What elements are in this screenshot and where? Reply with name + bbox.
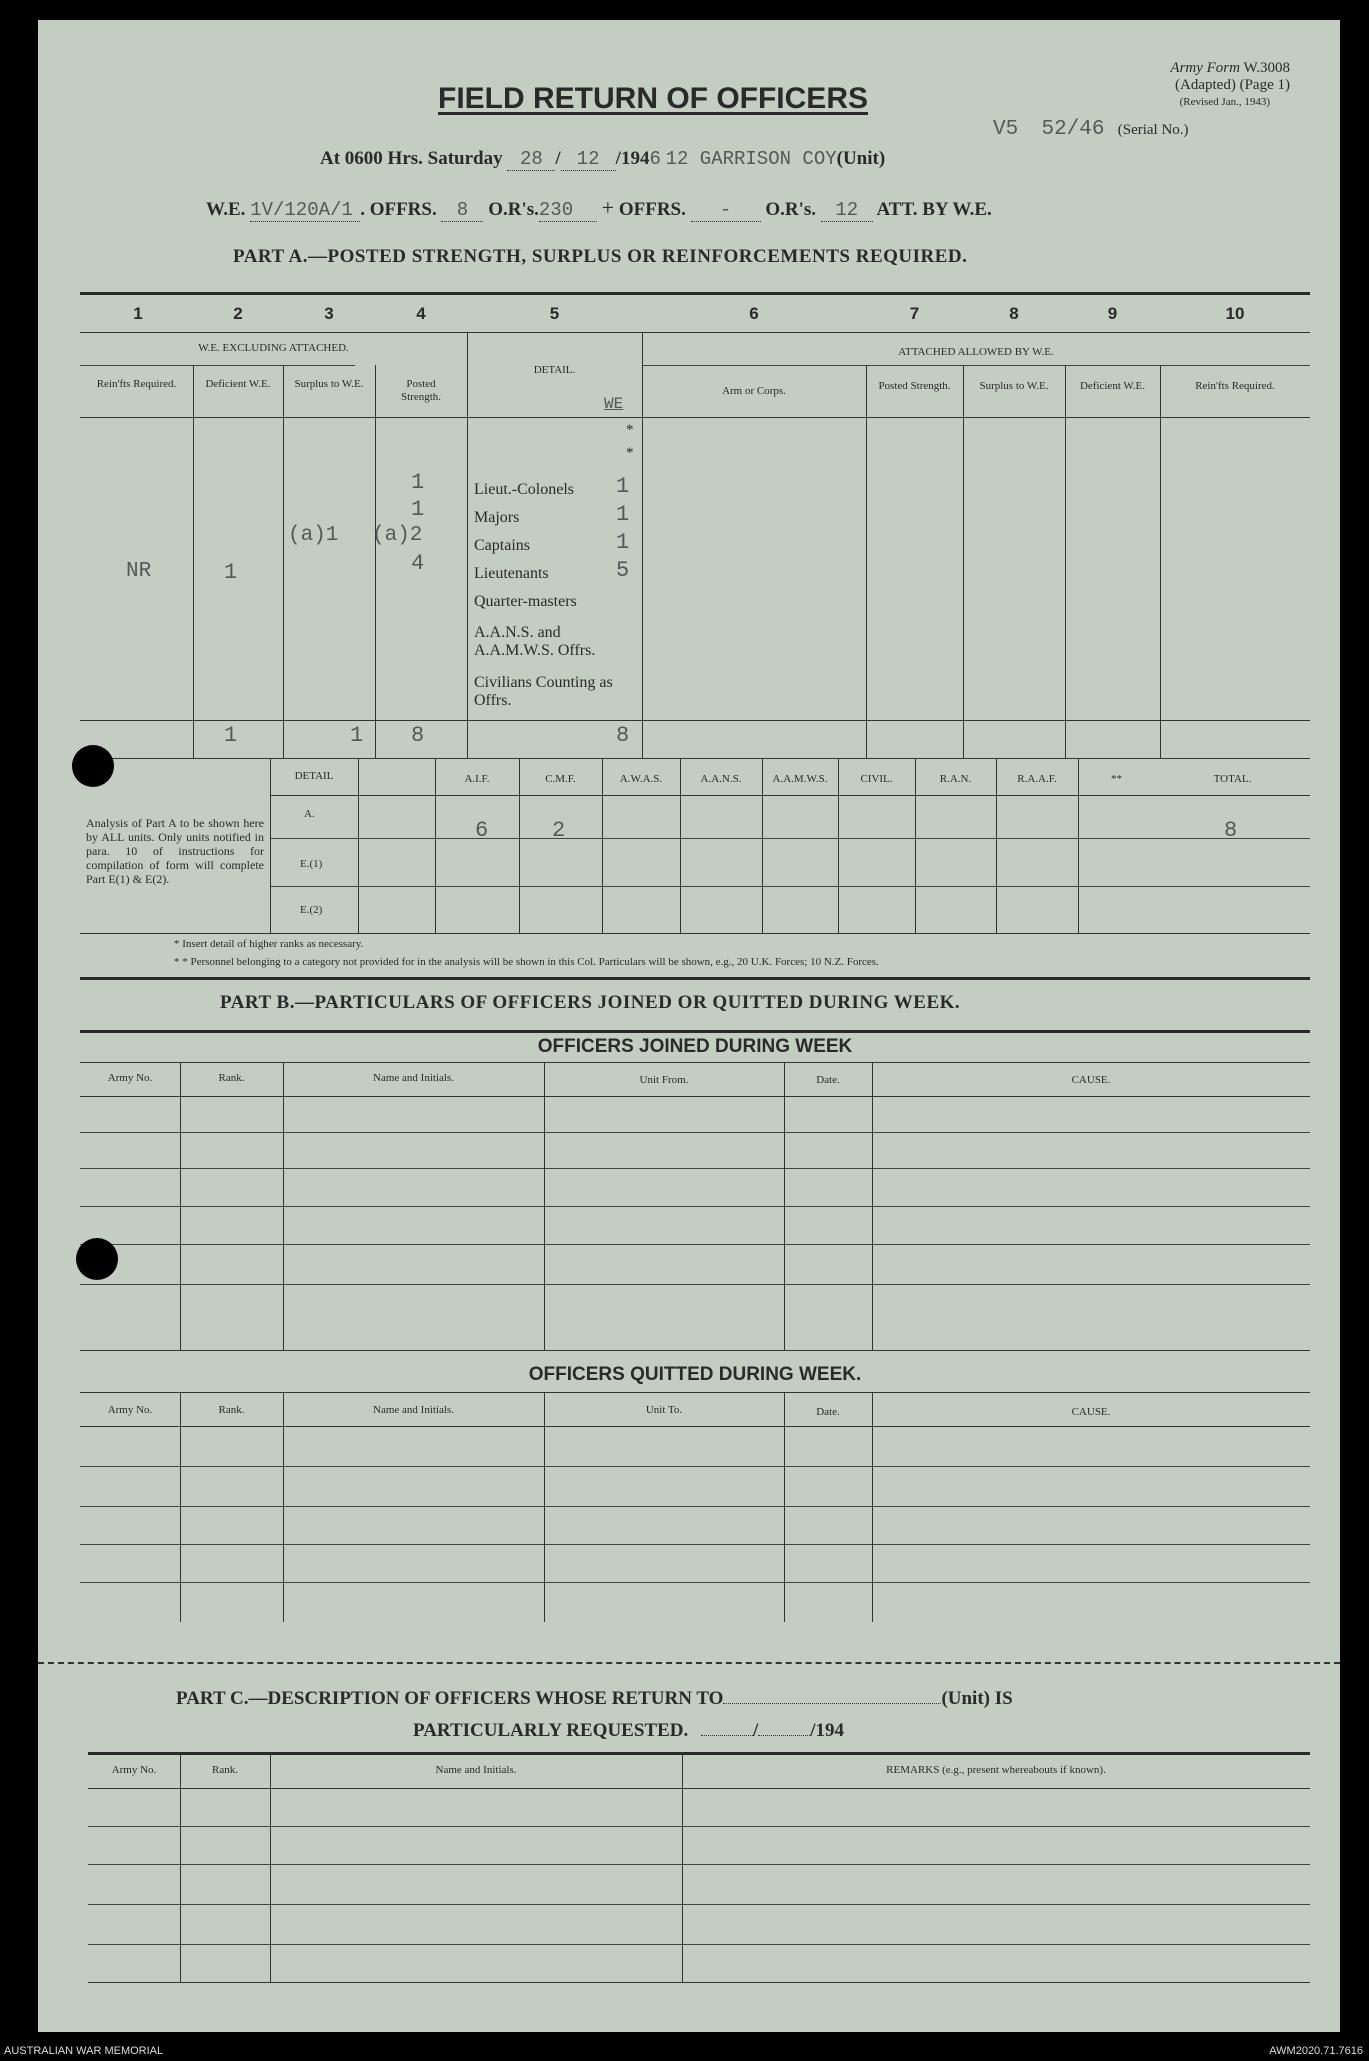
analysis-header-aans: A.A.N.S. [700, 773, 742, 785]
offrs-value: 8 [441, 199, 483, 222]
part-c-line2 [413, 1720, 844, 1742]
part-c-header-rank: Rank. [212, 1764, 238, 1776]
part-c-header-remarks: REMARKS (e.g., present whereabouts if known). [886, 1764, 1106, 1776]
ors-label: O.R's. [488, 199, 539, 220]
total-value: 8 [1224, 818, 1238, 843]
part-c-line2-sep: / [753, 1720, 759, 1741]
cmf-value: 2 [552, 818, 566, 843]
punch-hole [72, 745, 114, 787]
we-col-label: WE [604, 395, 624, 413]
form-no: W.3008 [1243, 60, 1290, 76]
analysis-header-cmf: C.M.F. [545, 773, 576, 785]
we-value-majors: 1 [616, 502, 630, 527]
analysis-header-civil: CIVIL. [860, 773, 893, 785]
posted-lt-col: 1 [411, 470, 425, 495]
we-excluding-label: W.E. EXCLUDING ATTACHED. [198, 342, 349, 354]
date-month: 12 [561, 148, 616, 171]
we-value: 1V/120A/1 [250, 199, 360, 222]
joined-header-cause: CAUSE. [1071, 1074, 1111, 1086]
serial-number [993, 115, 1189, 141]
date-line: At 0600 Hrs. Saturday 28 / 12 /1946 12 GARRISON COY(Unit) [320, 148, 886, 170]
header-att-deficient: Deficient W.E. [1079, 380, 1146, 392]
we-value-lt-col: 1 [616, 474, 630, 499]
total-surplus: 1 [350, 723, 364, 748]
total-deficient: 1 [224, 723, 238, 748]
attached-label: ATTACHED ALLOWED BY W.E. [898, 346, 1054, 358]
part-c-line2-start: PARTICULARLY REQUESTED. [413, 1720, 689, 1741]
header-deficient: Deficient W.E. [205, 378, 271, 390]
aif-value: 6 [475, 818, 489, 843]
perforation-line [38, 1662, 1340, 1664]
part-c-title [176, 1688, 1013, 1710]
col-num: 6 [749, 304, 759, 323]
joined-header-name: Name and Initials. [373, 1072, 454, 1084]
offrs2-value: - [691, 199, 761, 222]
quitted-header-unit-to: Unit To. [645, 1404, 683, 1416]
form-sheet [38, 20, 1340, 2032]
star-1: * [626, 422, 634, 438]
posted-majors: 1 [411, 497, 425, 522]
quitted-header-rank: Rank. [218, 1404, 245, 1416]
rank-quarter-masters: Quarter-masters [474, 593, 577, 610]
total-posted: 8 [411, 723, 425, 748]
deficient-value: 1 [224, 560, 238, 585]
analysis-header-awas: A.W.A.S. [619, 773, 663, 785]
form-adapted: (Adapted) (Page 1) [1175, 77, 1290, 93]
col-num: 2 [233, 304, 243, 323]
unit-value: 12 GARRISON COY [665, 148, 837, 170]
part-b-title: PART B.—PARTICULARS OF OFFICERS JOINED OR QUITTED DURING WEEK. [220, 992, 961, 1013]
form-revised: (Revised Jan., 1943) [1179, 96, 1270, 108]
quitted-header-army-no: Army No. [107, 1404, 153, 1416]
at-label: At 0600 Hrs. Saturday [320, 148, 503, 169]
ors2-label: O.R's. [765, 199, 817, 220]
total-we: 8 [616, 723, 630, 748]
rank-lieut-colonels: Lieut.-Colonels [474, 481, 574, 498]
we-label: W.E. [206, 199, 246, 220]
unit-label: (Unit) [836, 148, 886, 169]
joined-header-army-no: Army No. [107, 1072, 153, 1084]
part-c-title-unit: (Unit) IS [941, 1688, 1013, 1709]
col-num: 3 [324, 304, 334, 323]
rank-civilians: Civilians Counting as Offrs. [474, 674, 613, 709]
we-value-lieutenants: 5 [616, 558, 630, 583]
analysis-header-other: ** [1111, 773, 1122, 785]
part-a-title: PART A.—POSTED STRENGTH, SURPLUS OR REINFORCEMENTS REQUIRED. [233, 246, 968, 267]
analysis-row-e2: E.(2) [300, 904, 323, 916]
part-c-title-start: PART C.—DESCRIPTION OF OFFICERS WHOSE RETURN TO [176, 1688, 724, 1709]
posted-lieutenants: 4 [411, 551, 425, 576]
col-num: 8 [1009, 304, 1019, 323]
rank-lieutenants: Lieutenants [474, 565, 549, 582]
joined-header-date: Date. [816, 1074, 840, 1086]
analysis-row-e1: E.(1) [300, 858, 323, 870]
serial-label: (Serial No.) [1117, 122, 1189, 138]
header-surplus: Surplus to W.E. [294, 378, 364, 390]
offrs2-label: OFFRS. [618, 199, 686, 220]
date-year-prefix: 194 [620, 148, 650, 169]
plus-sign: + [601, 195, 615, 220]
col-num: 1 [133, 304, 143, 323]
quitted-header-date: Date. [816, 1406, 840, 1418]
analysis-header-total: TOTAL. [1213, 773, 1252, 785]
quitted-header-cause: CAUSE. [1071, 1406, 1111, 1418]
joined-header-unit-from: Unit From. [639, 1074, 689, 1086]
col-num: 9 [1107, 304, 1118, 323]
star-2: * [626, 445, 634, 461]
reinfts-value: NR [126, 560, 152, 583]
posted-captains: (a)2 [372, 524, 423, 547]
col-num: 5 [549, 304, 560, 323]
form-name: Army Form [1170, 60, 1240, 76]
col-num: 7 [909, 304, 920, 323]
part-c-line2-year: /194 [810, 1720, 845, 1741]
analysis-header-aif: A.I.F. [464, 773, 490, 785]
col-num: 4 [416, 304, 426, 323]
att-label: ATT. BY W.E. [876, 199, 992, 220]
page-title: FIELD RETURN OF OFFICERS [438, 82, 868, 115]
analysis-row-a: A. [304, 808, 315, 820]
ors2-value: 12 [821, 199, 873, 222]
serial-typed: V5 [993, 118, 1019, 141]
rank-captains: Captains [474, 537, 530, 554]
header-reinfts: Rein'fts Required. [96, 378, 177, 390]
quitted-title: OFFICERS QUITTED DURING WEEK. [528, 1364, 862, 1385]
rank-majors: Majors [474, 509, 520, 526]
punch-hole [76, 1238, 118, 1280]
rank-aans: A.A.N.S. and A.A.M.W.S. Offrs. [474, 624, 596, 659]
ors-value: 230 [539, 199, 597, 222]
analysis-header-ran: R.A.N. [939, 773, 972, 785]
detail-label: DETAIL. [533, 364, 576, 376]
analysis-header-detail: DETAIL [294, 770, 334, 782]
analysis-note: Analysis of Part A to be shown here by ALL units. Only units notified in para. 10 of instructions for compilation of form will complete Part E(1) & E(2). [86, 816, 264, 886]
part-c-header-name: Name and Initials. [435, 1764, 517, 1776]
joined-header-rank: Rank. [218, 1072, 245, 1084]
date-day: 28 [507, 148, 555, 171]
header-posted: Posted Strength. [400, 378, 442, 403]
offrs-label: OFFRS. [369, 199, 437, 220]
header-att-posted: Posted Strength. [878, 380, 951, 392]
part-c-header-army-no: Army No. [111, 1764, 157, 1776]
form-number-block [1170, 60, 1290, 111]
header-att-surplus: Surplus to W.E. [979, 380, 1049, 392]
footer-right: AWM2020.71.7616 [1269, 2045, 1363, 2057]
we-value-captains: 1 [616, 530, 630, 555]
we-line: W.E. 1V/120A/1 . OFFRS. 8 O.R's.230 + OFFRS. - O.R's. 12 ATT. BY W.E. [206, 195, 992, 221]
quitted-header-name: Name and Initials. [373, 1404, 454, 1416]
footnote-1: * Insert detail of higher ranks as necessary. [174, 938, 364, 950]
analysis-header-aamws: A.A.M.W.S. [772, 773, 828, 785]
joined-title: OFFICERS JOINED DURING WEEK [537, 1036, 853, 1057]
header-att-reinfts: Rein'fts Required. [1195, 380, 1275, 392]
serial-hand: 52/46 [1041, 118, 1105, 141]
analysis-header-raaf: R.A.A.F. [1017, 773, 1057, 785]
surplus-value: (a)1 [288, 524, 339, 547]
header-arm: Arm or Corps. [722, 385, 786, 397]
footer-left: AUSTRALIAN WAR MEMORIAL [4, 2045, 164, 2057]
footnote-2: * * Personnel belonging to a category not provided for in the analysis will be shown in this Col. Particulars will be shown, e.g., 20 U.K. Forces; 10 N.Z. Forces. [174, 956, 879, 968]
date-year-suffix: 6 [649, 148, 661, 170]
col-num: 10 [1225, 304, 1245, 323]
